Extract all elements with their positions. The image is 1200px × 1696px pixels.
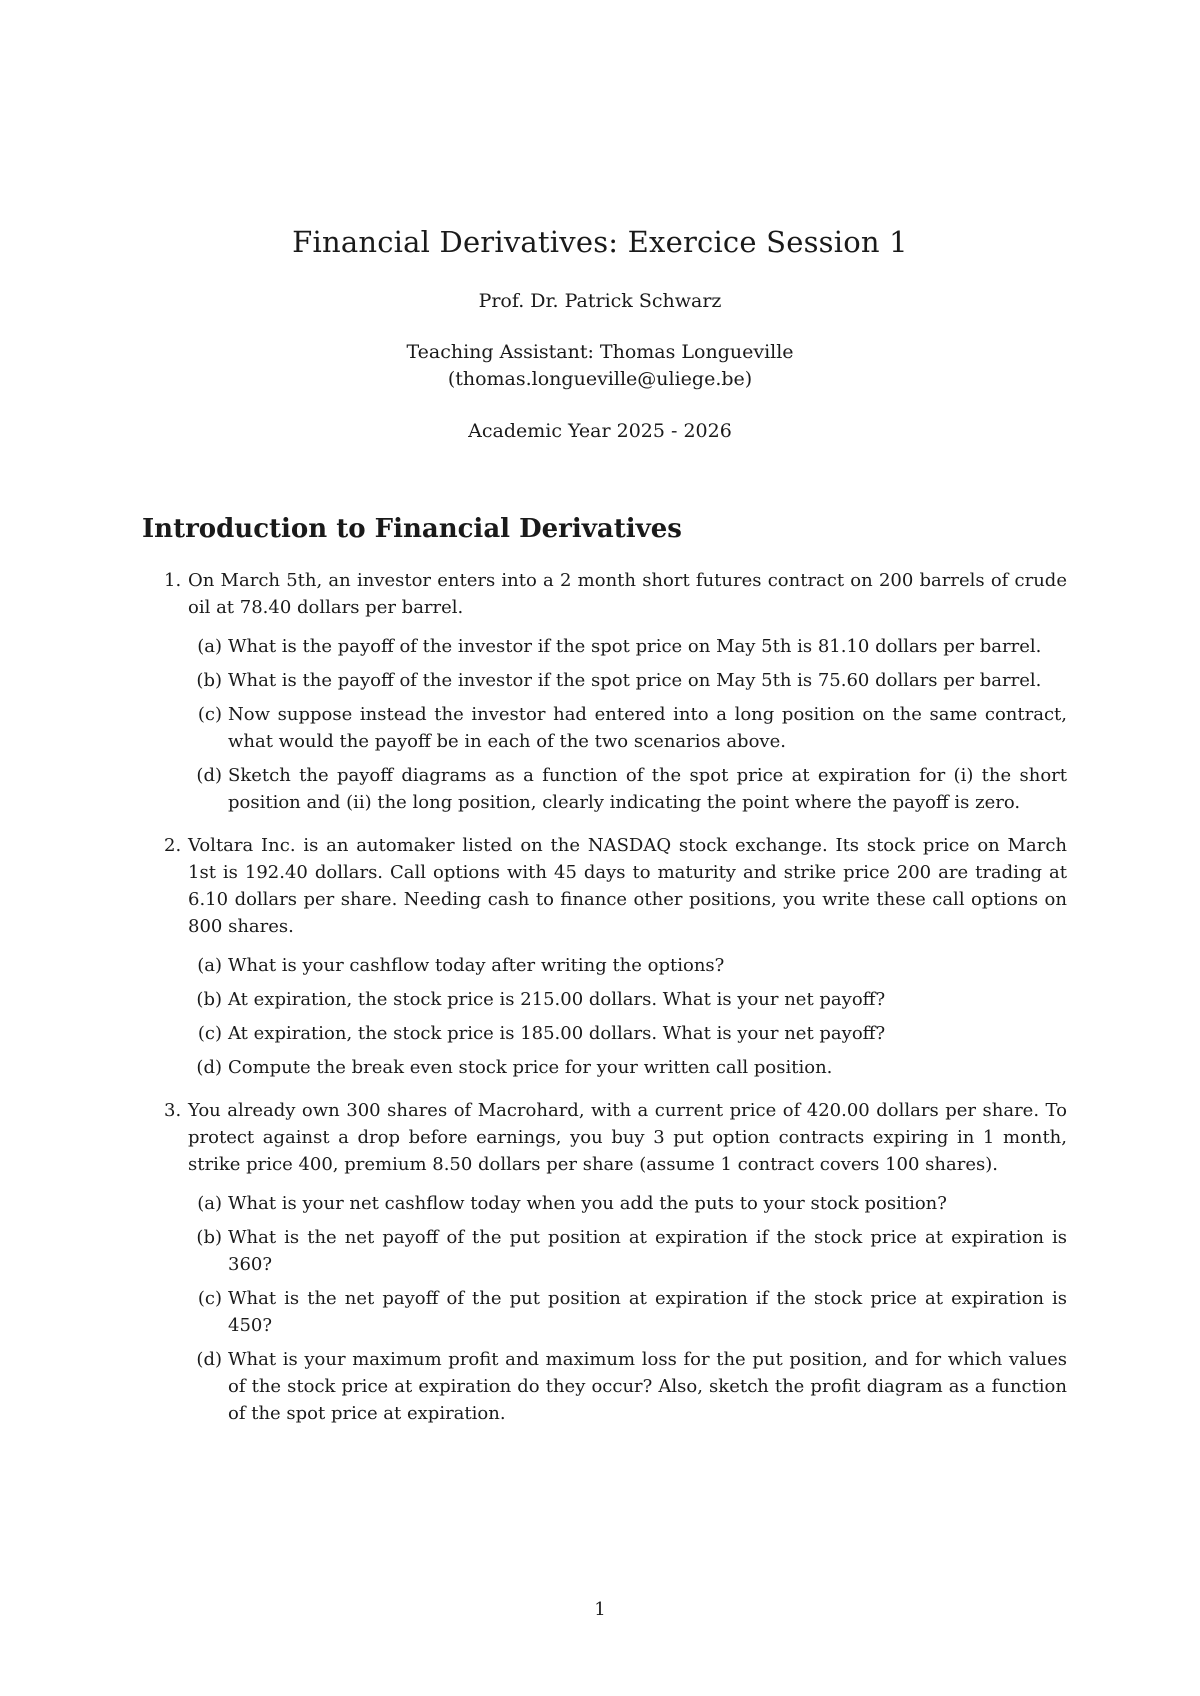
subquestion-3b bbox=[188, 1224, 1067, 1278]
subquestion-text: At expiration, the stock price is 215.00 dollars. What is your net payoff? bbox=[228, 989, 886, 1010]
subquestion-label: (d) bbox=[196, 1349, 222, 1370]
subquestion-text: What is your cashflow today after writing the options? bbox=[228, 955, 725, 976]
subquestion-1d bbox=[188, 762, 1067, 816]
subquestion-label: (c) bbox=[197, 1023, 222, 1044]
subquestion-3a bbox=[188, 1190, 1067, 1217]
email-line: (thomas.longueville@uliege.be) bbox=[447, 368, 753, 390]
question-text: Voltara Inc. is an automaker listed on the NASDAQ stock exchange. Its stock price on March 1st is 192.40 dollars. Call options with 45 days to maturity and strike price 200 are trading at 6.10 dollars per share. Needing cash to finance other positions, you write these call options on 800 shares. bbox=[188, 835, 1067, 937]
subquestion-label: (a) bbox=[197, 955, 222, 976]
subquestion-2b bbox=[188, 986, 1067, 1013]
document-title: Financial Derivatives: Exercice Session 1 bbox=[292, 225, 908, 259]
section-title: Introduction to Financial Derivatives bbox=[142, 514, 682, 544]
subquestion-label: (a) bbox=[197, 1193, 222, 1214]
question-2 bbox=[142, 832, 1067, 1081]
question-number: 2. bbox=[164, 835, 182, 856]
page-number: 1 bbox=[594, 1599, 606, 1620]
subquestion-text: At expiration, the stock price is 185.00 dollars. What is your net payoff? bbox=[228, 1023, 886, 1044]
subquestion-1b bbox=[188, 667, 1067, 694]
subquestion-label: (b) bbox=[196, 670, 222, 691]
subquestion-text: What is the net payoff of the put position at expiration if the stock price at expiration is 450? bbox=[228, 1288, 1067, 1336]
teaching-assistant-line: Teaching Assistant: Thomas Longueville bbox=[406, 341, 794, 363]
subquestion-text: What is the net payoff of the put position at expiration if the stock price at expiration is 360? bbox=[228, 1227, 1067, 1275]
title-block bbox=[0, 222, 1200, 444]
subquestion-label: (b) bbox=[196, 1227, 222, 1248]
subquestion-label: (c) bbox=[197, 704, 222, 725]
subquestion-list bbox=[188, 1190, 1067, 1427]
section-introduction bbox=[142, 511, 1067, 1443]
question-list bbox=[142, 567, 1067, 1427]
subquestion-2d bbox=[188, 1054, 1067, 1081]
subquestion-label: (a) bbox=[197, 636, 222, 657]
academic-year-line: Academic Year 2025 - 2026 bbox=[468, 420, 732, 442]
subquestion-2c bbox=[188, 1020, 1067, 1047]
subquestion-label: (c) bbox=[197, 1288, 222, 1309]
subquestion-label: (d) bbox=[196, 765, 222, 786]
subquestion-text: What is the payoff of the investor if the spot price on May 5th is 75.60 dollars per barrel. bbox=[228, 670, 1042, 691]
author-line: Prof. Dr. Patrick Schwarz bbox=[478, 290, 722, 312]
question-text: You already own 300 shares of Macrohard, with a current price of 420.00 dollars per share. To protect against a drop before earnings, you buy 3 put option contracts expiring in 1 month, strike price 400, premium 8.50 dollars per share (assume 1 contract covers 100 shares). bbox=[188, 1100, 1067, 1175]
subquestion-text: Sketch the payoff diagrams as a function of the spot price at expiration for (i) the short position and (ii) the long position, clearly indicating the point where the payoff is zero. bbox=[228, 765, 1067, 813]
subquestion-1a bbox=[188, 633, 1067, 660]
question-text: On March 5th, an investor enters into a 2 month short futures contract on 200 barrels of crude oil at 78.40 dollars per barrel. bbox=[188, 570, 1067, 618]
subquestion-list bbox=[188, 952, 1067, 1081]
question-3 bbox=[142, 1097, 1067, 1427]
question-number: 3. bbox=[164, 1100, 182, 1121]
subquestion-text: Compute the break even stock price for your written call position. bbox=[228, 1057, 833, 1078]
question-number: 1. bbox=[164, 570, 182, 591]
subquestion-label: (d) bbox=[196, 1057, 222, 1078]
subquestion-1c bbox=[188, 701, 1067, 755]
subquestion-2a bbox=[188, 952, 1067, 979]
subquestion-text: What is your net cashflow today when you add the puts to your stock position? bbox=[228, 1193, 947, 1214]
subquestion-list bbox=[188, 633, 1067, 816]
question-1 bbox=[142, 567, 1067, 816]
subquestion-text: Now suppose instead the investor had entered into a long position on the same contract, what would the payoff be in each of the two scenarios above. bbox=[228, 704, 1067, 752]
subquestion-3d bbox=[188, 1346, 1067, 1427]
subquestion-label: (b) bbox=[196, 989, 222, 1010]
subquestion-text: What is your maximum profit and maximum loss for the put position, and for which values of the stock price at expiration do they occur? Also, sketch the profit diagram as a function of the spot price at expiration. bbox=[228, 1349, 1067, 1424]
subquestion-text: What is the payoff of the investor if the spot price on May 5th is 81.10 dollars per barrel. bbox=[228, 636, 1042, 657]
subquestion-3c bbox=[188, 1285, 1067, 1339]
